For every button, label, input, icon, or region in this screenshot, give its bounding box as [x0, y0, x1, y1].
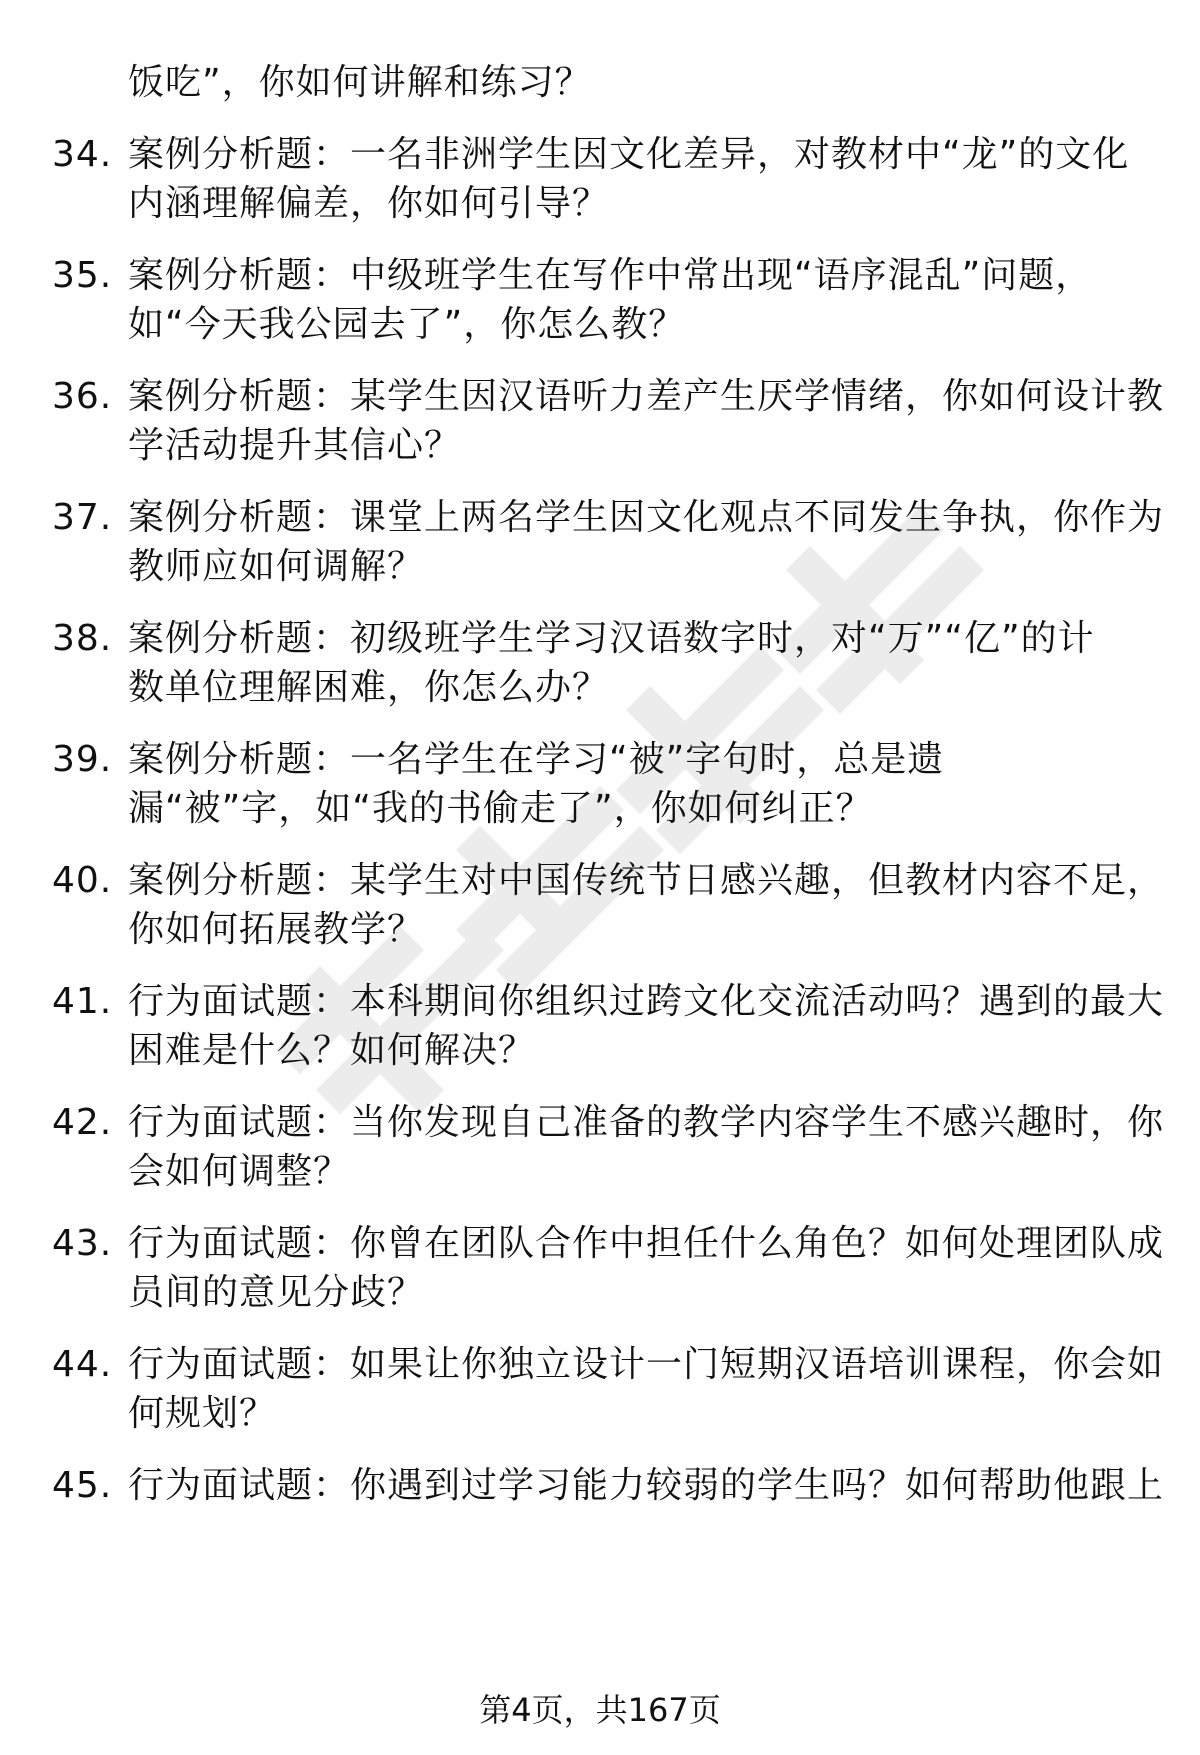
question-text — [128, 130, 1136, 228]
question-line: 行为面试题：你曾在团队合作中担任什么角色？如何处理团队成 — [128, 1223, 1165, 1264]
question-line: 行为面试题：如果让你独立设计一门短期汉语培训课程，你会如 — [128, 1344, 1165, 1385]
question-line: 案例分析题：某学生因汉语听力差产生厌学情绪，你如何设计教 — [128, 376, 1165, 417]
question-line: 你如何拓展教学？ — [128, 909, 425, 950]
question-number: 35. — [52, 255, 113, 296]
question-text — [128, 1461, 1165, 1510]
question-text — [128, 1340, 1165, 1438]
question-text — [128, 493, 1165, 591]
question-line: 会如何调整？ — [128, 1151, 351, 1192]
question-line: 案例分析题：一名非洲学生因文化差异，对教材中“龙”的文化 — [128, 134, 1130, 175]
question-number: 40. — [52, 860, 113, 901]
question-number: 37. — [52, 497, 113, 538]
question-text — [128, 614, 1136, 712]
question-line: 行为面试题：当你发现自己准备的教学内容学生不感兴趣时，你 — [128, 1102, 1165, 1143]
question-number: 34. — [52, 134, 113, 175]
question-text — [128, 735, 1136, 833]
question-text — [128, 1098, 1165, 1196]
question-line: 教师应如何调解？ — [128, 546, 425, 587]
question-number: 39. — [52, 739, 113, 780]
question-line: 案例分析题：中级班学生在写作中常出现“语序混乱”问题， — [128, 255, 1093, 296]
question-text — [128, 977, 1165, 1075]
question-line: 数单位理解困难，你怎么办？ — [128, 667, 610, 708]
question-text — [128, 372, 1165, 470]
question-number: 44. — [52, 1344, 113, 1385]
question-line: 行为面试题：本科期间你组织过跨文化交流活动吗？遇到的最大 — [128, 981, 1165, 1022]
question-line: 案例分析题：某学生对中国传统节日感兴趣，但教材内容不足， — [128, 860, 1165, 901]
question-number: 43. — [52, 1223, 113, 1264]
question-line: 案例分析题：课堂上两名学生因文化观点不同发生争执，你作为 — [128, 497, 1165, 538]
question-line: 员间的意见分歧？ — [128, 1272, 425, 1313]
question-number: 42. — [52, 1102, 113, 1143]
question-line: 困难是什么？如何解决？ — [128, 1030, 536, 1071]
question-text — [128, 856, 1165, 954]
question-text — [128, 1219, 1165, 1317]
question-line: 何规划？ — [128, 1393, 277, 1434]
question-number: 36. — [52, 376, 113, 417]
question-number: 41. — [52, 981, 113, 1022]
question-line: 案例分析题：一名学生在学习“被”字句时，总是遗 — [128, 739, 945, 780]
question-line: 如“今天我公园去了”，你怎么教？ — [128, 304, 686, 345]
question-line: 内涵理解偏差，你如何引导？ — [128, 183, 610, 224]
question-line: 学活动提升其信心？ — [128, 425, 462, 466]
question-number: 45. — [52, 1465, 113, 1506]
question-line: 案例分析题：初级班学生学习汉语数字时，对“万”“亿”的计 — [128, 618, 1095, 659]
continuation-line: 饭吃”，你如何讲解和练习？ — [128, 62, 592, 103]
question-text — [128, 251, 1136, 349]
question-number: 38. — [52, 618, 113, 659]
question-line: 行为面试题：你遇到过学习能力较弱的学生吗？如何帮助他跟上 — [128, 1465, 1165, 1506]
question-line: 漏“被”字，如“我的书偷走了”，你如何纠正？ — [128, 788, 873, 829]
page-footer: 第4页，共167页 — [479, 1691, 721, 1729]
